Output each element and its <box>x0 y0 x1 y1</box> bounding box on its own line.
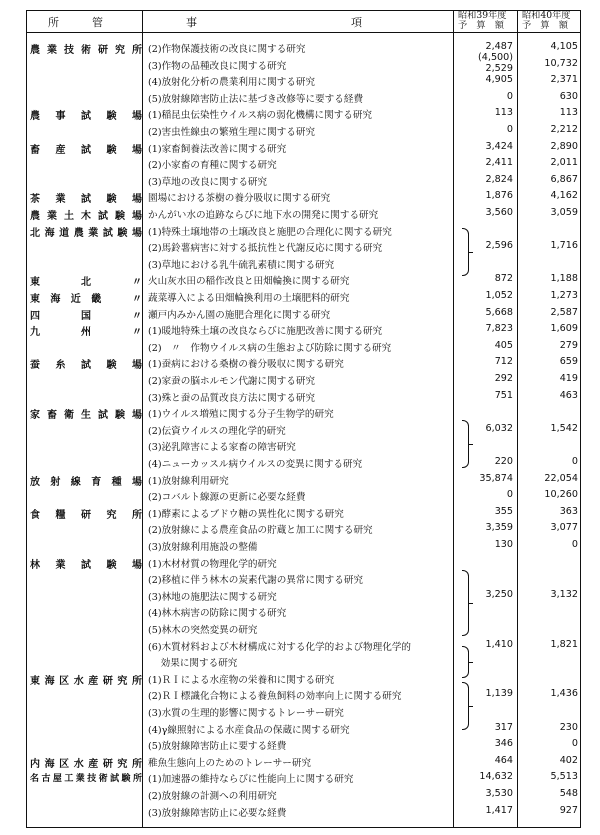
row-budget-40: 230 <box>559 721 578 733</box>
table-row <box>26 223 581 239</box>
row-item: 火山灰水田の稲作改良と田畑輪換に関する研究 <box>148 276 350 288</box>
row-item: (2)ＲＩ標識化合物による養魚飼料の効率向上に関する研究 <box>148 691 402 703</box>
row-budget-40: 3,132 <box>550 588 578 600</box>
row-item: (2)放射線による農産食品の貯蔵と加工に関する研究 <box>148 525 373 537</box>
table-row <box>26 555 581 571</box>
row-item: (2)コバルト線源の更新に必要な経費 <box>148 492 306 504</box>
table-row <box>26 272 581 288</box>
table-row <box>26 173 581 189</box>
row-budget-40: 279 <box>559 339 578 351</box>
group-brace <box>462 570 469 636</box>
table-row <box>26 638 581 654</box>
row-budget-40: 1,188 <box>550 273 578 285</box>
row-item: (1)稲昆虫伝染性ウイルス病の弱化機構に関する研究 <box>148 110 373 122</box>
table-row <box>26 621 581 637</box>
row-item: (1)加速器の維持ならびに性能向上に関する研究 <box>148 774 354 786</box>
row-item: (1)暖地特殊土壌の改良ならびに施肥改善に関する研究 <box>148 326 383 338</box>
row-budget-40: 419 <box>559 373 578 384</box>
row-item: (3)作物の品種改良に関する研究 <box>148 60 287 72</box>
row-budget-39: 3,359 <box>485 522 513 534</box>
table-row <box>26 787 581 803</box>
row-item: (1)家畜飼養法改善に関する研究 <box>148 143 287 155</box>
row-budget-39: 2,824 <box>485 173 513 185</box>
group-brace <box>462 682 469 730</box>
table-row <box>26 737 581 753</box>
row-budget-39: 3,560 <box>485 207 513 218</box>
table-row <box>26 189 581 205</box>
row-budget-39: 3,424 <box>485 140 513 152</box>
table-row <box>26 51 581 74</box>
row-budget-40: 2,011 <box>550 157 578 169</box>
row-item: (1)酵素によるブドウ糖の異性化に関する研究 <box>148 508 344 520</box>
row-budget-39: 130 <box>494 539 513 550</box>
row-budget-40: 630 <box>559 90 578 102</box>
row-item: (1)特殊土壌地帯の土壌改良と施肥の合理化に関する研究 <box>148 226 392 238</box>
group-brace <box>462 646 469 678</box>
row-section: 農業技術研究所 <box>30 45 142 56</box>
row-item: (1)ウイルス増殖に関する分子生物学的研究 <box>148 409 334 421</box>
row-budget-39: 872 <box>494 273 513 285</box>
row-item: (5)林木の突然変異の研究 <box>148 625 258 636</box>
row-item: (4)ニューカッスル病ウイルスの変異に関する研究 <box>148 459 363 470</box>
row-section: 蚕糸試験場 <box>30 360 142 372</box>
row-item: (4)γ線照射による水産食品の保蔵に関する研究 <box>148 724 350 736</box>
row-budget-40: 4,105 <box>550 41 578 52</box>
row-budget-40: 1,821 <box>550 638 578 650</box>
row-item: (1)放射線利用研究 <box>148 475 229 487</box>
row-section: 畜産試験場 <box>30 144 142 156</box>
row-budget-39: 2,596 <box>485 240 513 252</box>
row-budget-39: 3,530 <box>485 788 513 799</box>
row-budget-39: 2,487 <box>485 41 513 52</box>
row-budget-39: 4,905 <box>485 74 513 86</box>
table-row <box>26 704 581 720</box>
header-budget-40-year: 昭和40年度 <box>522 10 571 21</box>
row-item: (4)放射化分析の農業利用に関する研究 <box>148 77 316 89</box>
table-row <box>26 604 581 620</box>
table-row <box>26 505 581 521</box>
row-item: かんがい水の追跡ならびに地下水の開発に関する研究 <box>148 210 379 221</box>
row-section: 茶業試験場 <box>30 194 142 206</box>
row-budget-40: 22,054 <box>544 472 578 484</box>
row-item: (2)小家畜の育種に関する研究 <box>148 160 277 172</box>
table-row <box>26 588 581 604</box>
row-budget-39: 6,032 <box>485 422 513 434</box>
row-item: 園場における茶樹の養分吸収に関する研究 <box>148 193 331 205</box>
table-row <box>26 156 581 172</box>
row-budget-39: 0 <box>506 124 513 135</box>
row-item: (1)蚕病における桑樹の養分吸収に関する研究 <box>148 359 344 371</box>
table-row <box>26 90 581 106</box>
table-row <box>26 372 581 388</box>
row-section: 四 国 〃 <box>30 310 142 322</box>
budget-table <box>26 10 581 828</box>
table-row <box>26 671 581 687</box>
header-budget-40-label: 予 算 額 <box>522 20 568 31</box>
row-budget-39: 0 <box>506 489 513 501</box>
row-section: 放射線育種場 <box>30 476 142 488</box>
row-item: (2)作物保護技術の改良に関する研究 <box>148 44 306 55</box>
row-section: 食糧研究所 <box>30 509 142 521</box>
row-item: 瀬戸内みかん園の施肥合理化に関する研究 <box>148 309 331 321</box>
row-budget-39: (4,500) <box>478 51 513 63</box>
table-row <box>26 339 581 355</box>
row-budget-39: 1,876 <box>485 190 513 202</box>
table-row <box>26 422 581 438</box>
row-budget-39: 346 <box>494 738 513 750</box>
row-section: 北海道農業試験場 <box>30 227 142 239</box>
row-item: (5)放射線障害防止に要する経費 <box>148 741 287 753</box>
header-budget-39-label: 予 算 額 <box>458 20 504 31</box>
row-section: 名古屋工業技術試験所 <box>30 774 142 785</box>
header-budget-39-year: 昭和39年度 <box>458 10 507 21</box>
row-item: 効果に関する研究 <box>148 658 238 670</box>
row-item: (3)草地の改良に関する研究 <box>148 176 268 188</box>
row-budget-39: 292 <box>494 373 513 384</box>
row-budget-39: 751 <box>494 389 513 401</box>
row-budget-40: 659 <box>559 356 578 368</box>
row-item: (2)害虫性線虫の繁殖生理に関する研究 <box>148 127 316 138</box>
row-budget-40: 10,732 <box>544 57 578 69</box>
table-row <box>26 256 581 272</box>
row-budget-40: 2,371 <box>550 74 578 86</box>
row-item: (2)伝資ウイルスの理化学的研究 <box>148 425 286 437</box>
row-item: (2)放射線の計測への利用研究 <box>148 791 277 802</box>
table-row <box>26 106 581 122</box>
row-budget-40: 1,436 <box>550 688 578 700</box>
row-budget-39: 1,417 <box>485 804 513 816</box>
row-budget-40: 6,867 <box>550 173 578 185</box>
row-budget-39: 1,139 <box>485 688 513 700</box>
row-budget-40: 10,260 <box>544 489 578 501</box>
row-section: 農業土木試験場 <box>30 211 142 222</box>
header-section: 所 管 <box>48 16 103 29</box>
row-section: 林業試験場 <box>30 559 142 571</box>
table-row <box>26 405 581 421</box>
row-section: 東 北 〃 <box>30 277 142 289</box>
row-item: (2)移植に伴う林木の炭素代謝の異常に関する研究 <box>148 575 364 587</box>
table-row <box>26 239 581 255</box>
group-brace <box>462 228 469 276</box>
table-row <box>26 472 581 488</box>
table-row <box>26 355 581 371</box>
row-item: (2)馬鈴薯病害に対する抵抗性と代謝反応に関する研究 <box>148 243 383 255</box>
table-row <box>26 140 581 156</box>
row-budget-39: 1,052 <box>485 290 513 301</box>
row-budget-39: 1,410 <box>485 638 513 650</box>
row-item: (5)放射線障害防止法に基づき改修等に要する経費 <box>148 93 364 105</box>
table-row <box>26 654 581 670</box>
row-budget-40: 1,716 <box>550 240 578 252</box>
row-section: 東海近畿 〃 <box>30 294 142 305</box>
row-budget-39: 317 <box>494 721 513 733</box>
row-item: (3)草地における乳牛硫乳素積に関する研究 <box>148 259 335 271</box>
row-item: (6)木質材料および木材構成に対する化学的および物理化学的 <box>148 641 412 653</box>
row-budget-39: 712 <box>494 356 513 368</box>
row-item: (3)放射線障害防止に必要な経費 <box>148 807 287 819</box>
row-budget-39: 7,823 <box>485 323 513 335</box>
table-row <box>26 73 581 89</box>
row-budget-40: 1,542 <box>550 422 578 434</box>
row-budget-40: 927 <box>559 804 578 816</box>
table-row <box>26 488 581 504</box>
row-budget-39: 464 <box>494 754 513 766</box>
row-budget-39: 35,874 <box>479 472 513 484</box>
row-budget-40: 0 <box>571 456 578 467</box>
table-row <box>26 389 581 405</box>
table-row <box>26 206 581 222</box>
row-budget-39: 355 <box>494 505 513 517</box>
table-row <box>26 289 581 305</box>
row-budget-40: 0 <box>571 738 578 750</box>
row-section: 東海区水産研究所 <box>30 675 142 687</box>
row-section: 農事試験場 <box>30 111 142 123</box>
row-item: (3)林地の施肥法に関する研究 <box>148 591 277 603</box>
header-item: 事 項 <box>186 16 362 29</box>
group-brace <box>462 420 469 468</box>
table-row <box>26 123 581 139</box>
row-budget-39-secondary: 2,529 <box>485 62 513 74</box>
table-row <box>26 804 581 820</box>
row-budget-39: 5,668 <box>485 306 513 318</box>
row-item: (3)殊と蚕の品質改良方法に関する研究 <box>148 392 316 404</box>
row-item: (3)水質の生理的影響に関するトレーサー研究 <box>148 708 344 719</box>
row-budget-40: 1,273 <box>550 290 578 301</box>
row-item: (2) 〃 作物ウイルス病の生態および防除に関する研究 <box>148 342 392 354</box>
table-row <box>26 306 581 322</box>
table-row <box>26 538 581 554</box>
row-budget-40: 5,513 <box>550 771 578 783</box>
row-budget-40: 463 <box>559 389 578 401</box>
row-budget-39: 113 <box>494 107 513 119</box>
row-item: 蔬菜導入による田畑輪換利用の土壌肥料的研究 <box>148 293 350 304</box>
row-budget-40: 2,212 <box>550 124 578 135</box>
table-row <box>26 322 581 338</box>
row-budget-39: 14,632 <box>479 771 513 783</box>
table-row <box>26 770 581 786</box>
row-budget-40: 113 <box>559 107 578 119</box>
row-item: (3)泌乳障害による家畜の障害研究 <box>148 442 296 454</box>
table-row <box>26 455 581 471</box>
header-divider <box>26 32 581 33</box>
table-row <box>26 754 581 770</box>
row-budget-40: 548 <box>559 788 578 799</box>
table-row <box>26 687 581 703</box>
row-budget-40: 402 <box>559 754 578 766</box>
row-budget-40: 4,162 <box>550 190 578 202</box>
row-item: (4)林木病害の防除に関する研究 <box>148 608 287 620</box>
row-budget-40: 3,059 <box>550 207 578 218</box>
row-budget-39: 2,411 <box>485 157 513 169</box>
row-item: (2)家蚕の脳ホルモン代謝に関する研究 <box>148 376 316 387</box>
table-row <box>26 571 581 587</box>
row-item: (3)放射線利用施設の整備 <box>148 542 258 553</box>
row-budget-40: 0 <box>571 539 578 550</box>
row-budget-39: 220 <box>494 456 513 467</box>
row-budget-40: 1,609 <box>550 323 578 335</box>
table-row <box>26 438 581 454</box>
row-item: (1)ＲＩによる水産物の栄養和に関する研究 <box>148 674 335 686</box>
row-budget-40: 2,890 <box>550 140 578 152</box>
row-item: 稚魚生態向上のためのトレーサー研究 <box>148 757 312 769</box>
row-section: 内海区水産研究所 <box>30 758 142 770</box>
row-item: (1)木材材質の物理化学的研究 <box>148 558 277 570</box>
row-budget-40: 2,587 <box>550 306 578 318</box>
row-budget-39: 405 <box>494 339 513 351</box>
row-budget-39: 3,250 <box>485 588 513 600</box>
table-row <box>26 521 581 537</box>
row-section: 九 州 〃 <box>30 327 142 339</box>
table-row <box>26 721 581 737</box>
row-budget-40: 3,077 <box>550 522 578 534</box>
row-budget-40: 363 <box>559 505 578 517</box>
row-section: 家畜衛生試験場 <box>30 410 142 422</box>
row-budget-39: 0 <box>506 90 513 102</box>
